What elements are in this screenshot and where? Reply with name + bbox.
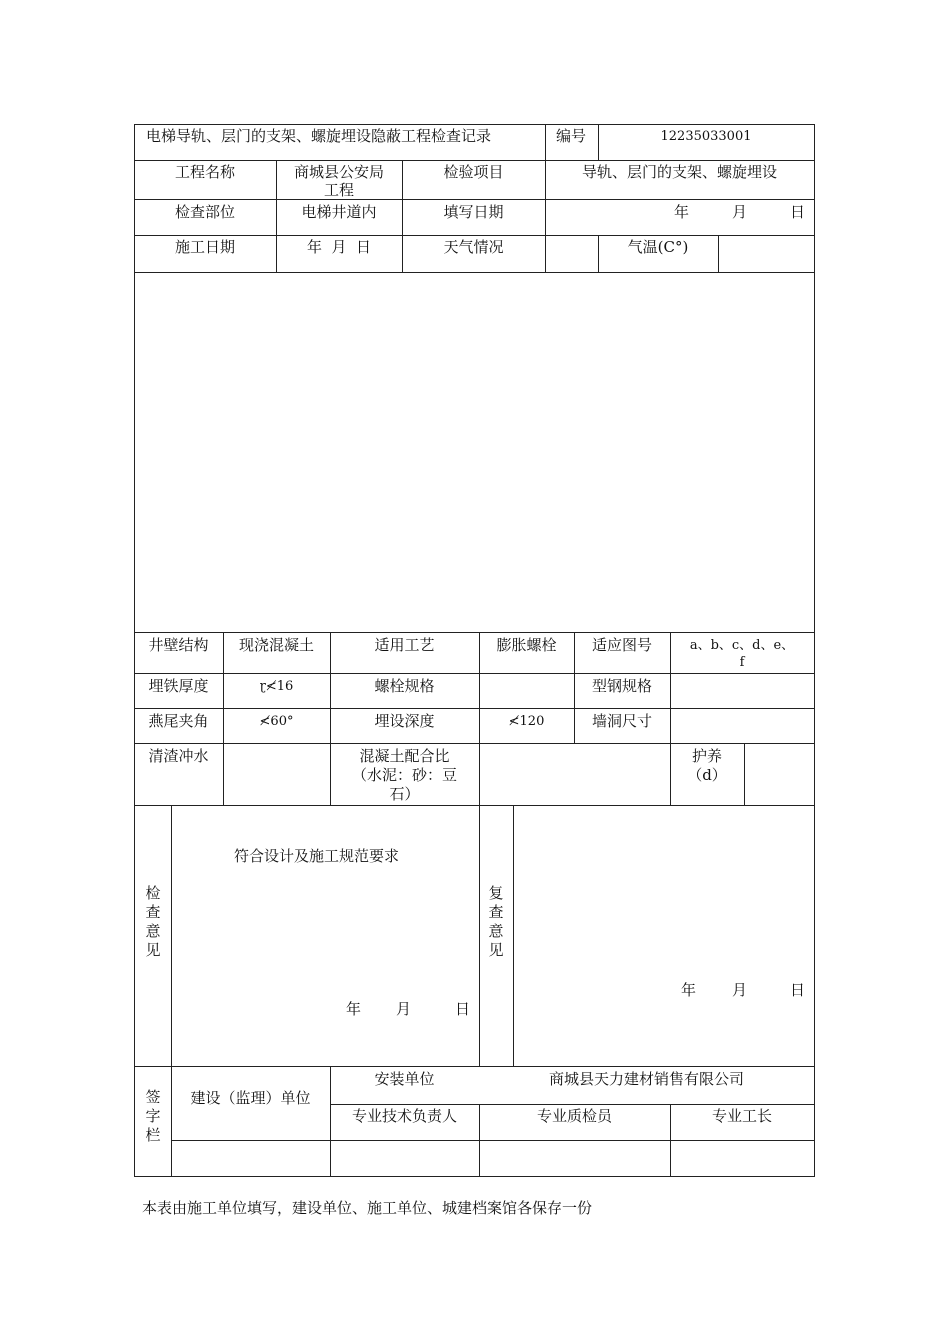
construction-date-label: 施工日期	[174, 238, 235, 256]
table-line	[744, 743, 745, 805]
dovetail-label: 燕尾夹角	[148, 712, 209, 730]
table-line	[814, 124, 815, 1177]
bolt-spec-label: 螺栓规格	[374, 677, 435, 695]
recheck-opinion-label: 复 查 意 见	[488, 884, 504, 959]
table-line	[134, 632, 815, 633]
table-line	[134, 199, 815, 200]
figure-value-line2[interactable]: f	[739, 655, 745, 670]
table-line	[134, 805, 815, 806]
check-opinion-label: 检 查 意 见	[145, 884, 161, 959]
inspection-item-label: 检验项目	[443, 163, 504, 181]
depth-label: 埋设深度	[374, 712, 435, 730]
hole-size-label: 墙洞尺寸	[591, 712, 652, 730]
figure-value-line1[interactable]: a、b、c、d、e、	[689, 638, 795, 653]
number-label: 编号	[556, 127, 587, 145]
weather-label: 天气情况	[443, 238, 504, 256]
table-line	[134, 1176, 815, 1177]
concrete-mix-label-line1: 混凝土配合比	[359, 747, 450, 765]
dovetail-value[interactable]: ≮60°	[259, 714, 294, 729]
table-line	[134, 235, 815, 236]
table-line	[171, 805, 172, 1176]
number-value[interactable]: 12235033001	[660, 129, 752, 144]
shaft-wall-label: 井壁结构	[148, 636, 209, 654]
tech-lead-label: 专业技术负责人	[351, 1107, 457, 1125]
installer-label: 安装单位	[374, 1070, 435, 1088]
table-line	[479, 805, 480, 1066]
table-line	[134, 1066, 815, 1067]
cleaning-label: 清渣冲水	[148, 747, 209, 765]
check-date-month[interactable]: 月	[396, 1000, 412, 1018]
table-line	[134, 124, 815, 125]
inspection-part-label: 检查部位	[174, 203, 235, 221]
fill-date-day[interactable]: 日	[790, 203, 806, 221]
project-name-label: 工程名称	[174, 163, 235, 181]
concrete-mix-label-line2: （水泥：砂：豆	[351, 766, 457, 784]
table-line	[134, 673, 815, 674]
fill-date-year[interactable]: 年	[674, 203, 690, 221]
table-line	[513, 805, 514, 1066]
iron-thickness-value[interactable]: ɽ≮16	[259, 679, 294, 694]
curing-label-line1: 护养	[691, 747, 722, 765]
figure-label: 适应图号	[591, 636, 652, 654]
iron-thickness-label: 埋铁厚度	[148, 677, 209, 695]
recheck-date-day[interactable]: 日	[790, 981, 806, 999]
qc-label: 专业质检员	[536, 1107, 612, 1125]
process-value[interactable]: 膨胀螺栓	[496, 636, 557, 654]
construction-date-value[interactable]: 年 月 日	[306, 238, 372, 256]
project-name-value-line1[interactable]: 商城县公安局	[293, 163, 384, 181]
form-title: 电梯导轨、层门的支架、螺旋埋设隐蔽工程检查记录	[146, 127, 492, 145]
project-name-value-line2[interactable]: 工程	[323, 181, 354, 199]
depth-value[interactable]: ≮120	[508, 714, 545, 729]
signature-label: 签 字 栏	[145, 1088, 161, 1144]
table-line	[545, 124, 546, 160]
recheck-date-month[interactable]: 月	[732, 981, 748, 999]
footer-note: 本表由施工单位填写，建设单位、施工单位、城建档案馆各保存一份	[142, 1199, 593, 1217]
temperature-label: 气温(C°)	[627, 238, 689, 256]
concrete-mix-label-line3: 石）	[389, 785, 420, 803]
curing-label-line2: （d）	[687, 766, 727, 784]
table-line	[134, 743, 815, 744]
table-line	[134, 272, 815, 273]
check-date-year[interactable]: 年	[346, 1000, 362, 1018]
foreman-label: 专业工长	[711, 1107, 772, 1125]
process-label: 适用工艺	[374, 636, 435, 654]
inspection-item-value[interactable]: 导轨、层门的支架、螺旋埋设	[581, 163, 777, 181]
shaft-wall-value[interactable]: 现浇混凝土	[238, 636, 314, 654]
check-opinion-text[interactable]: 符合设计及施工规范要求	[234, 847, 400, 865]
check-date-day[interactable]: 日	[455, 1000, 471, 1018]
steel-spec-label: 型钢规格	[591, 677, 652, 695]
table-line	[134, 708, 815, 709]
owner-label: 建设（监理）单位	[190, 1089, 311, 1107]
inspection-part-value[interactable]: 电梯井道内	[301, 203, 377, 221]
table-line	[718, 235, 719, 272]
installer-value[interactable]: 商城县天力建材销售有限公司	[548, 1070, 744, 1088]
fill-date-month[interactable]: 月	[732, 203, 748, 221]
table-line	[330, 1104, 815, 1105]
recheck-date-year[interactable]: 年	[681, 981, 697, 999]
table-line	[134, 160, 815, 161]
fill-date-label: 填写日期	[443, 203, 504, 221]
table-line	[171, 1140, 815, 1141]
